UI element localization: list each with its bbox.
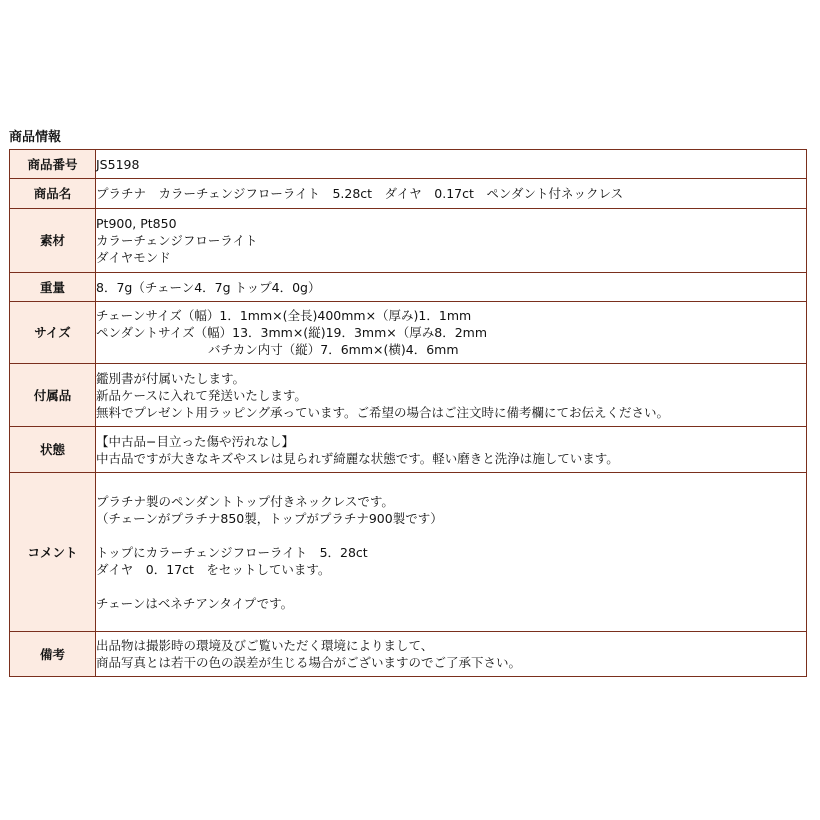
value-condition [96,427,807,473]
label-accessories: 付属品 [10,364,96,427]
material-line: Pt900, Pt850 [96,216,177,231]
label-note: 備考 [10,632,96,677]
label-product-name: 商品名 [10,179,96,209]
material-line: カラーチェンジフローライト [96,233,258,248]
size-line-bail: バチカン内寸（縦）7．6mm×(横)4．6mm [208,342,459,357]
label-material: 素材 [10,209,96,273]
row-accessories [10,364,807,427]
comment-line: （チェーンがプラチナ850製，トップがプラチナ900製です） [96,510,443,526]
value-accessories [96,364,807,427]
value-comment [96,473,807,632]
size-line-chain: チェーンサイズ（幅）1．1mm×(全長)400mm×（厚み)1．1mm [96,308,472,323]
row-material [10,209,807,273]
row-product-code [10,150,807,179]
row-product-name [10,179,807,209]
accessories-line: 鑑別書が付属いたします。 [96,370,246,386]
accessories-line: 無料でプレゼント用ラッピング承っています。ご希望の場合はご注文時に備考欄にてお伝えください。 [96,404,670,420]
label-weight: 重量 [10,273,96,302]
comment-line: プラチナ製のペンダントトップ付きネックレスです。 [96,493,394,509]
product-info-table [9,149,807,677]
note-line: 商品写真とは若干の色の誤差が生じる場合がございますのでご了承下さい。 [96,655,522,670]
value-size [96,302,807,364]
label-comment: コメント [10,473,96,632]
condition-line: 中古品ですが大きなキズやスレは見られず綺麗な状態です。軽い磨きと洗浄は施しています。 [96,450,619,466]
row-comment [10,473,807,632]
label-size: サイズ [10,302,96,364]
comment-spacer [96,527,806,544]
row-weight [10,273,807,302]
accessories-line: 新品ケースに入れて発送いたします。 [96,387,307,403]
size-line-pendant: ペンダントサイズ（幅）13．3mm×(縦)19．3mm×（厚み8．2mm [96,325,488,340]
label-product-code: 商品番号 [10,150,96,179]
material-line: ダイヤモンド [96,250,171,265]
value-product-name: プラチナ カラーチェンジフローライト 5.28ct ダイヤ 0.17ct ペンダント付ネックレス [96,179,807,209]
section-title: 商品情報 [9,130,62,145]
value-material [96,209,807,273]
note-line: 出品物は撮影時の環境及びご覧いただく環境によりまして、 [96,638,434,653]
comment-spacer [96,578,806,595]
value-note [96,632,807,677]
value-weight: 8．7g（チェーン4．7g トップ4．0g） [96,273,807,302]
comment-line: チェーンはベネチアンタイプです。 [96,595,294,611]
row-condition [10,427,807,473]
condition-line: 【中古品−目立った傷や汚れなし】 [96,433,294,449]
row-note [10,632,807,677]
value-product-code: JS5198 [96,150,807,179]
label-condition: 状態 [10,427,96,473]
comment-line: トップにカラーチェンジフローライト 5．28ct [96,544,368,560]
row-size [10,302,807,364]
comment-line: ダイヤ 0．17ct をセットしています。 [96,561,331,577]
